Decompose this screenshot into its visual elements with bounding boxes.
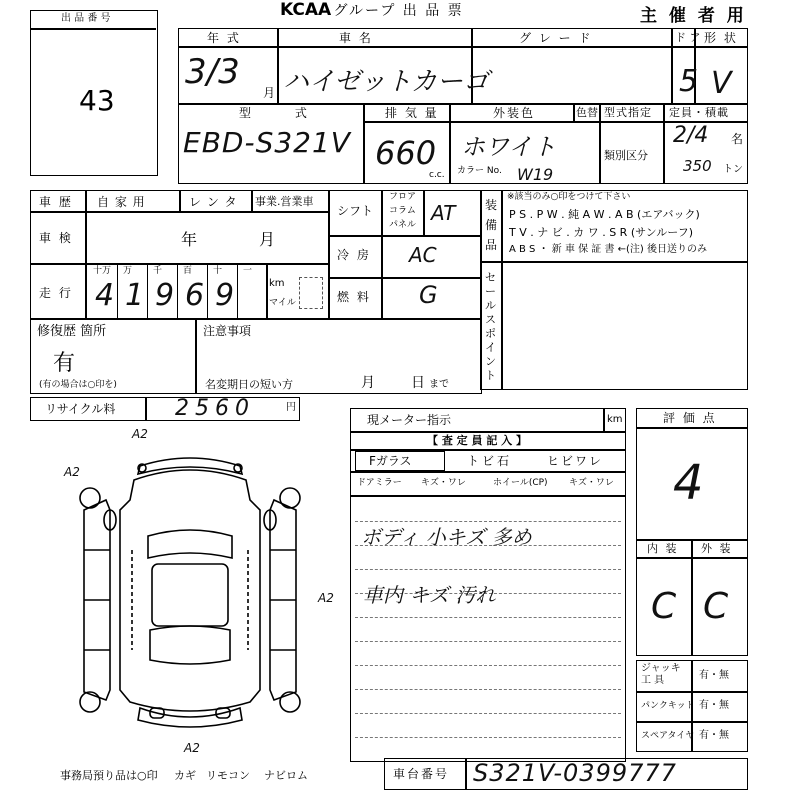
capacity-value: 2/4: [673, 123, 709, 148]
jack-label: ジャッキ 工 具: [641, 663, 681, 686]
vehicle-name-value: ハイゼットカーゴ: [283, 67, 489, 97]
comment-line: [355, 713, 621, 714]
spare-choice: 有・無: [699, 730, 729, 741]
model-value: EBD-S321V: [183, 126, 351, 159]
displacement-label: 排 気 量: [385, 106, 439, 120]
mileage-cell-divider: [147, 263, 148, 319]
deadline-month: 月: [361, 375, 375, 391]
lot-number: 43: [79, 84, 115, 117]
mileage-cell-divider: [207, 263, 208, 319]
mile-label: マイル: [269, 298, 296, 308]
capacity-label: 定員・積載: [669, 106, 729, 119]
lot-number-label: 出 品 番 号: [61, 13, 111, 24]
recycle-unit: 円: [286, 402, 296, 413]
doors-label: ド ア: [675, 31, 701, 44]
exterior-label: 外装色: [493, 106, 536, 120]
chip-label: トビ石: [467, 454, 513, 468]
comment-line: [355, 737, 621, 738]
equipment-note: ※該当のみ○印をつけて下さい: [507, 192, 631, 202]
history-option-business: 事業.営業車: [255, 195, 314, 208]
meter-unit: km: [607, 414, 623, 425]
shift-label: シフト: [337, 204, 374, 218]
rating-value: 4: [673, 455, 704, 511]
inspector-comment-1: ボディ 小キズ 多め: [361, 525, 532, 549]
repair-value: 有: [53, 351, 76, 376]
notes-label: 注意事項: [203, 324, 252, 338]
mile-checkbox: [299, 277, 323, 309]
office-item-remote: リモコン: [206, 769, 250, 782]
mileage-digit-header: 百: [183, 266, 193, 276]
body-label: 形 状: [704, 31, 738, 45]
deadline-suffix: まで: [429, 379, 449, 390]
diagram-mark-side: A2: [318, 591, 334, 605]
mileage-digit: 6: [185, 278, 205, 313]
mirror-damage-label: キズ・ワレ: [421, 478, 466, 488]
doors-value: 5: [679, 64, 699, 99]
comment-line: [355, 617, 621, 618]
spare-label: スペアタイヤ: [641, 731, 695, 741]
history-mileage-table: [30, 190, 330, 320]
equipment-table: [480, 190, 748, 390]
meter-inspector-table: [350, 408, 626, 762]
equipment-row-1: P S . P W . 純 A W . A B (エアバック): [509, 208, 700, 221]
repair-label: 修復歴 箇所: [37, 324, 107, 339]
form-title: .グループ 出 品 票: [327, 3, 464, 19]
equipment-label-1: 装: [485, 198, 498, 212]
sales-point-label: セールスポイント: [485, 271, 496, 382]
diagram-mark-left: A2: [64, 465, 80, 479]
puncture-choice: 有・無: [699, 700, 729, 711]
repaint-label: 色替: [576, 106, 598, 119]
ac-value: AC: [409, 243, 437, 267]
color-no-label: カラー No.: [457, 166, 502, 176]
interior-label: 内 装: [647, 542, 679, 555]
rating-table: [636, 408, 748, 656]
mileage-digit-header: 万: [123, 266, 133, 276]
fuel-label: 燃 料: [337, 290, 371, 304]
equipment-label-2: 備: [485, 218, 498, 232]
diagram-mark-top: A2: [132, 427, 148, 441]
inspector-comment-2: 車内 キズ 汚れ: [363, 583, 496, 607]
shift-panel: パネル: [389, 220, 417, 230]
cc-unit: c.c.: [429, 170, 445, 180]
lot-number-box: [30, 10, 158, 176]
office-item-navirom: ナビロム: [264, 769, 308, 782]
repair-note: (有の場合は○印を): [39, 380, 117, 390]
comment-line: [355, 569, 621, 570]
inspection-year-unit: 年: [181, 230, 198, 249]
wheel-label: ホイール(CP): [493, 478, 548, 488]
mileage-digit: 4: [95, 278, 115, 313]
mileage-cell-divider: [237, 263, 238, 319]
mileage-label: 走 行: [39, 286, 73, 300]
office-item-key: カギ: [174, 769, 196, 782]
history-option-private: 自 家 用: [97, 195, 146, 209]
equipment-row-3: A B S ・ 新 車 保 証 書 ←(注) 後日送りのみ: [509, 244, 708, 255]
door-mirror-label: ドアミラー: [357, 478, 402, 488]
displacement-value: 660: [375, 134, 437, 172]
car-damage-diagram: [70, 440, 310, 740]
equipment-row-2: T V . ナ ビ . カ ワ . S R (サンルーフ): [509, 226, 694, 239]
body-value: V: [711, 66, 732, 101]
capacity-unit: 名: [731, 132, 744, 146]
comment-line: [355, 689, 621, 690]
wheel-damage-label: キズ・ワレ: [569, 478, 614, 488]
organizer-label: 主 催 者 用: [640, 6, 747, 26]
category-label: 類別区分: [604, 149, 648, 162]
ac-label: 冷 房: [337, 248, 371, 262]
inspector-title: 【 査 定 員 記 入 】: [427, 434, 527, 447]
mileage-digit: 9: [215, 278, 235, 313]
shift-floor: フロア: [389, 192, 417, 202]
recycle-fee-row: [30, 397, 300, 421]
rating-label: 評 価 点: [663, 411, 717, 425]
shift-column: コラム: [389, 206, 416, 216]
exterior-rating-label: 外 装: [701, 542, 733, 555]
vehicle-info-table: [178, 28, 748, 184]
type-designation-label: 型式指定: [604, 106, 652, 119]
deadline-day: 日: [411, 375, 425, 391]
equipment-label-3: 品: [485, 238, 498, 252]
tools-table: [636, 660, 748, 752]
km-label: km: [269, 278, 285, 289]
drivetrain-table: [328, 190, 482, 320]
recycle-label: リサイクル料: [45, 402, 116, 416]
jack-choice: 有・無: [699, 670, 729, 681]
repair-notes-table: [30, 318, 482, 394]
kcaa-logo: KCAA: [280, 0, 332, 20]
chassis-value: S321V-0399777: [473, 759, 677, 787]
history-label: 車 歴: [39, 195, 73, 209]
model-label: 型 式: [239, 106, 327, 120]
color-no-value: W19: [517, 165, 554, 184]
exterior-value: C: [703, 586, 729, 627]
recycle-value: 2560: [175, 396, 255, 421]
exterior-value: ホワイト: [461, 133, 557, 161]
mileage-digit-header: 十: [213, 266, 223, 276]
name-label: 車 名: [339, 31, 373, 45]
mileage-digit: 1: [125, 278, 145, 313]
mileage-digit: 9: [155, 278, 175, 313]
inspection-month-unit: 月: [259, 230, 276, 249]
diagram-mark-bottom: A2: [184, 741, 200, 755]
year-value: 3/3: [185, 52, 240, 92]
mileage-cell-divider: [177, 263, 178, 319]
load-unit: トン: [723, 164, 743, 175]
comment-line: [355, 521, 621, 522]
inspection-label: 車 検: [39, 231, 73, 245]
history-option-rental: レ ン タ: [189, 195, 238, 209]
comment-line: [355, 641, 621, 642]
mileage-cell-divider: [117, 263, 118, 319]
grade-label: グ レ ー ド: [519, 31, 593, 45]
chassis-number-row: [384, 758, 748, 790]
mileage-digit-header: 千: [153, 266, 163, 276]
year-month-unit: 月: [263, 86, 276, 100]
meter-label: 現メーター指示: [367, 413, 452, 427]
interior-value: C: [651, 586, 677, 627]
crack-label: ヒビワレ: [547, 454, 604, 468]
shift-value: AT: [431, 201, 456, 225]
load-value: 350: [683, 157, 712, 175]
mileage-digit-header: 一: [243, 266, 253, 276]
deadline-label: 名変期日の短い方: [205, 378, 293, 391]
comment-line: [355, 665, 621, 666]
fuel-value: G: [419, 281, 438, 309]
windshield-label: Fガラス: [369, 454, 412, 468]
year-label: 年 式: [207, 31, 241, 45]
puncture-label: パンクキット: [641, 701, 695, 711]
chassis-label: 車台番号: [393, 767, 450, 781]
office-note: 事務局預り品は○印: [60, 769, 158, 782]
mileage-digit-header: 十万: [93, 266, 112, 276]
